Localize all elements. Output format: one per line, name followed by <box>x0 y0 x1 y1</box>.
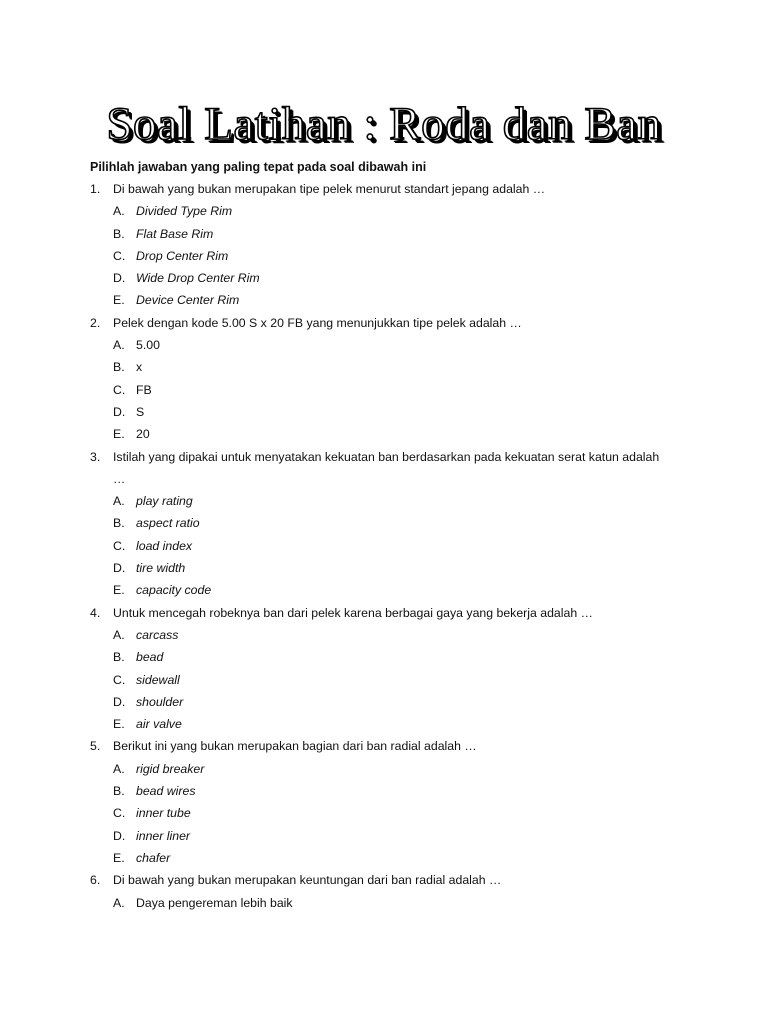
option-letter: A. <box>113 204 125 219</box>
option-letter: A. <box>113 627 125 642</box>
question-text: Istilah yang dipakai untuk menyatakan kekuatan ban berdasarkan pada kekuatan serat katun adalah <box>113 449 660 464</box>
answer-option <box>0 691 768 713</box>
question-number: 4. <box>90 605 101 620</box>
option-text: FB <box>136 382 152 397</box>
option-letter: E. <box>113 717 125 732</box>
question-number: 5. <box>90 739 101 754</box>
option-letter: E. <box>113 850 125 865</box>
option-letter: D. <box>113 404 126 419</box>
option-text: sidewall <box>136 672 180 687</box>
option-text: chafer <box>136 850 171 865</box>
option-letter: D. <box>113 271 126 286</box>
option-letter: B. <box>113 650 125 665</box>
option-text: 20 <box>136 427 150 442</box>
option-text: Flat Base Rim <box>136 226 214 241</box>
option-letter: E. <box>113 583 125 598</box>
option-text: shoulder <box>136 694 184 709</box>
answer-option <box>0 669 768 691</box>
option-text: x <box>136 360 143 375</box>
option-letter: A. <box>113 338 125 353</box>
answer-option <box>0 245 768 267</box>
question-number: 1. <box>90 182 101 196</box>
option-text: Daya pengereman lebih baik <box>136 895 293 910</box>
question-item <box>0 312 768 334</box>
answer-option <box>0 892 768 914</box>
option-text: Drop Center Rim <box>136 248 229 263</box>
answer-option <box>0 379 768 401</box>
answer-option <box>0 624 768 646</box>
option-text: play rating <box>136 494 193 509</box>
answer-option <box>0 512 768 534</box>
question-text: Pelek dengan kode 5.00 S x 20 FB yang menunjukkan tipe pelek adalah … <box>113 315 522 330</box>
answer-option <box>0 713 768 735</box>
question-number: 2. <box>90 315 101 330</box>
page-title: Soal Latihan : Roda dan Ban <box>106 98 662 150</box>
answer-option <box>0 356 768 378</box>
option-text: bead <box>136 650 164 665</box>
option-letter: C. <box>113 806 126 821</box>
option-letter: D. <box>113 694 126 709</box>
option-text: Wide Drop Center Rim <box>136 271 260 286</box>
option-letter: C. <box>113 672 126 687</box>
instruction-text: Pilihlah jawaban yang paling tepat pada soal dibawah ini <box>90 160 427 174</box>
option-text: capacity code <box>136 583 212 598</box>
answer-option <box>0 825 768 847</box>
option-text: inner liner <box>136 828 190 843</box>
option-text: 5.00 <box>136 338 160 353</box>
answer-option <box>0 780 768 802</box>
answer-option <box>0 334 768 356</box>
option-letter: A. <box>113 494 125 509</box>
option-letter: A. <box>113 761 125 776</box>
option-letter: E. <box>113 427 125 442</box>
option-letter: E. <box>113 293 125 308</box>
option-letter: B. <box>113 360 125 375</box>
option-text: tire width <box>136 561 186 576</box>
option-text: load index <box>136 538 193 553</box>
answer-option <box>0 490 768 512</box>
option-letter: C. <box>113 248 126 263</box>
question-item <box>0 869 768 891</box>
option-text: bead wires <box>136 784 196 799</box>
question-text: Berikut ini yang bukan merupakan bagian dari ban radial adalah … <box>113 739 477 754</box>
question-item <box>0 446 768 468</box>
option-text: rigid breaker <box>136 761 205 776</box>
answer-option <box>0 758 768 780</box>
answer-option <box>0 847 768 869</box>
question-number: 6. <box>90 873 101 888</box>
option-letter: B. <box>113 784 125 799</box>
answer-option <box>0 579 768 601</box>
question-item <box>0 602 768 624</box>
question-continuation: … <box>113 471 126 486</box>
question-continuation-line <box>0 468 768 490</box>
answer-option <box>0 401 768 423</box>
answer-option <box>0 289 768 311</box>
option-text: air valve <box>136 717 182 732</box>
option-text: carcass <box>136 627 179 642</box>
option-letter: C. <box>113 538 126 553</box>
option-text: aspect ratio <box>136 516 200 531</box>
option-letter: D. <box>113 828 126 843</box>
answer-option <box>0 646 768 668</box>
option-text: S <box>136 404 145 419</box>
question-text: Di bawah yang bukan merupakan tipe pelek menurut standart jepang adalah … <box>113 182 546 196</box>
question-item <box>0 178 768 200</box>
answer-option <box>0 223 768 245</box>
option-letter: B. <box>113 516 125 531</box>
answer-option <box>0 200 768 222</box>
question-text: Untuk mencegah robeknya ban dari pelek karena berbagai gaya yang bekerja adalah … <box>113 605 593 620</box>
answer-option <box>0 423 768 445</box>
question-number: 3. <box>90 449 101 464</box>
option-text: Device Center Rim <box>136 293 240 308</box>
question-item <box>0 735 768 757</box>
answer-option <box>0 802 768 824</box>
option-letter: B. <box>113 226 125 241</box>
option-text: inner tube <box>136 806 191 821</box>
answer-option <box>0 267 768 289</box>
option-letter: C. <box>113 382 126 397</box>
question-list <box>0 178 768 914</box>
option-letter: D. <box>113 561 126 576</box>
question-text: Di bawah yang bukan merupakan keuntungan dari ban radial adalah … <box>113 873 502 888</box>
answer-option <box>0 557 768 579</box>
answer-option <box>0 535 768 557</box>
option-text: Divided Type Rim <box>136 204 233 219</box>
option-letter: A. <box>113 895 125 910</box>
